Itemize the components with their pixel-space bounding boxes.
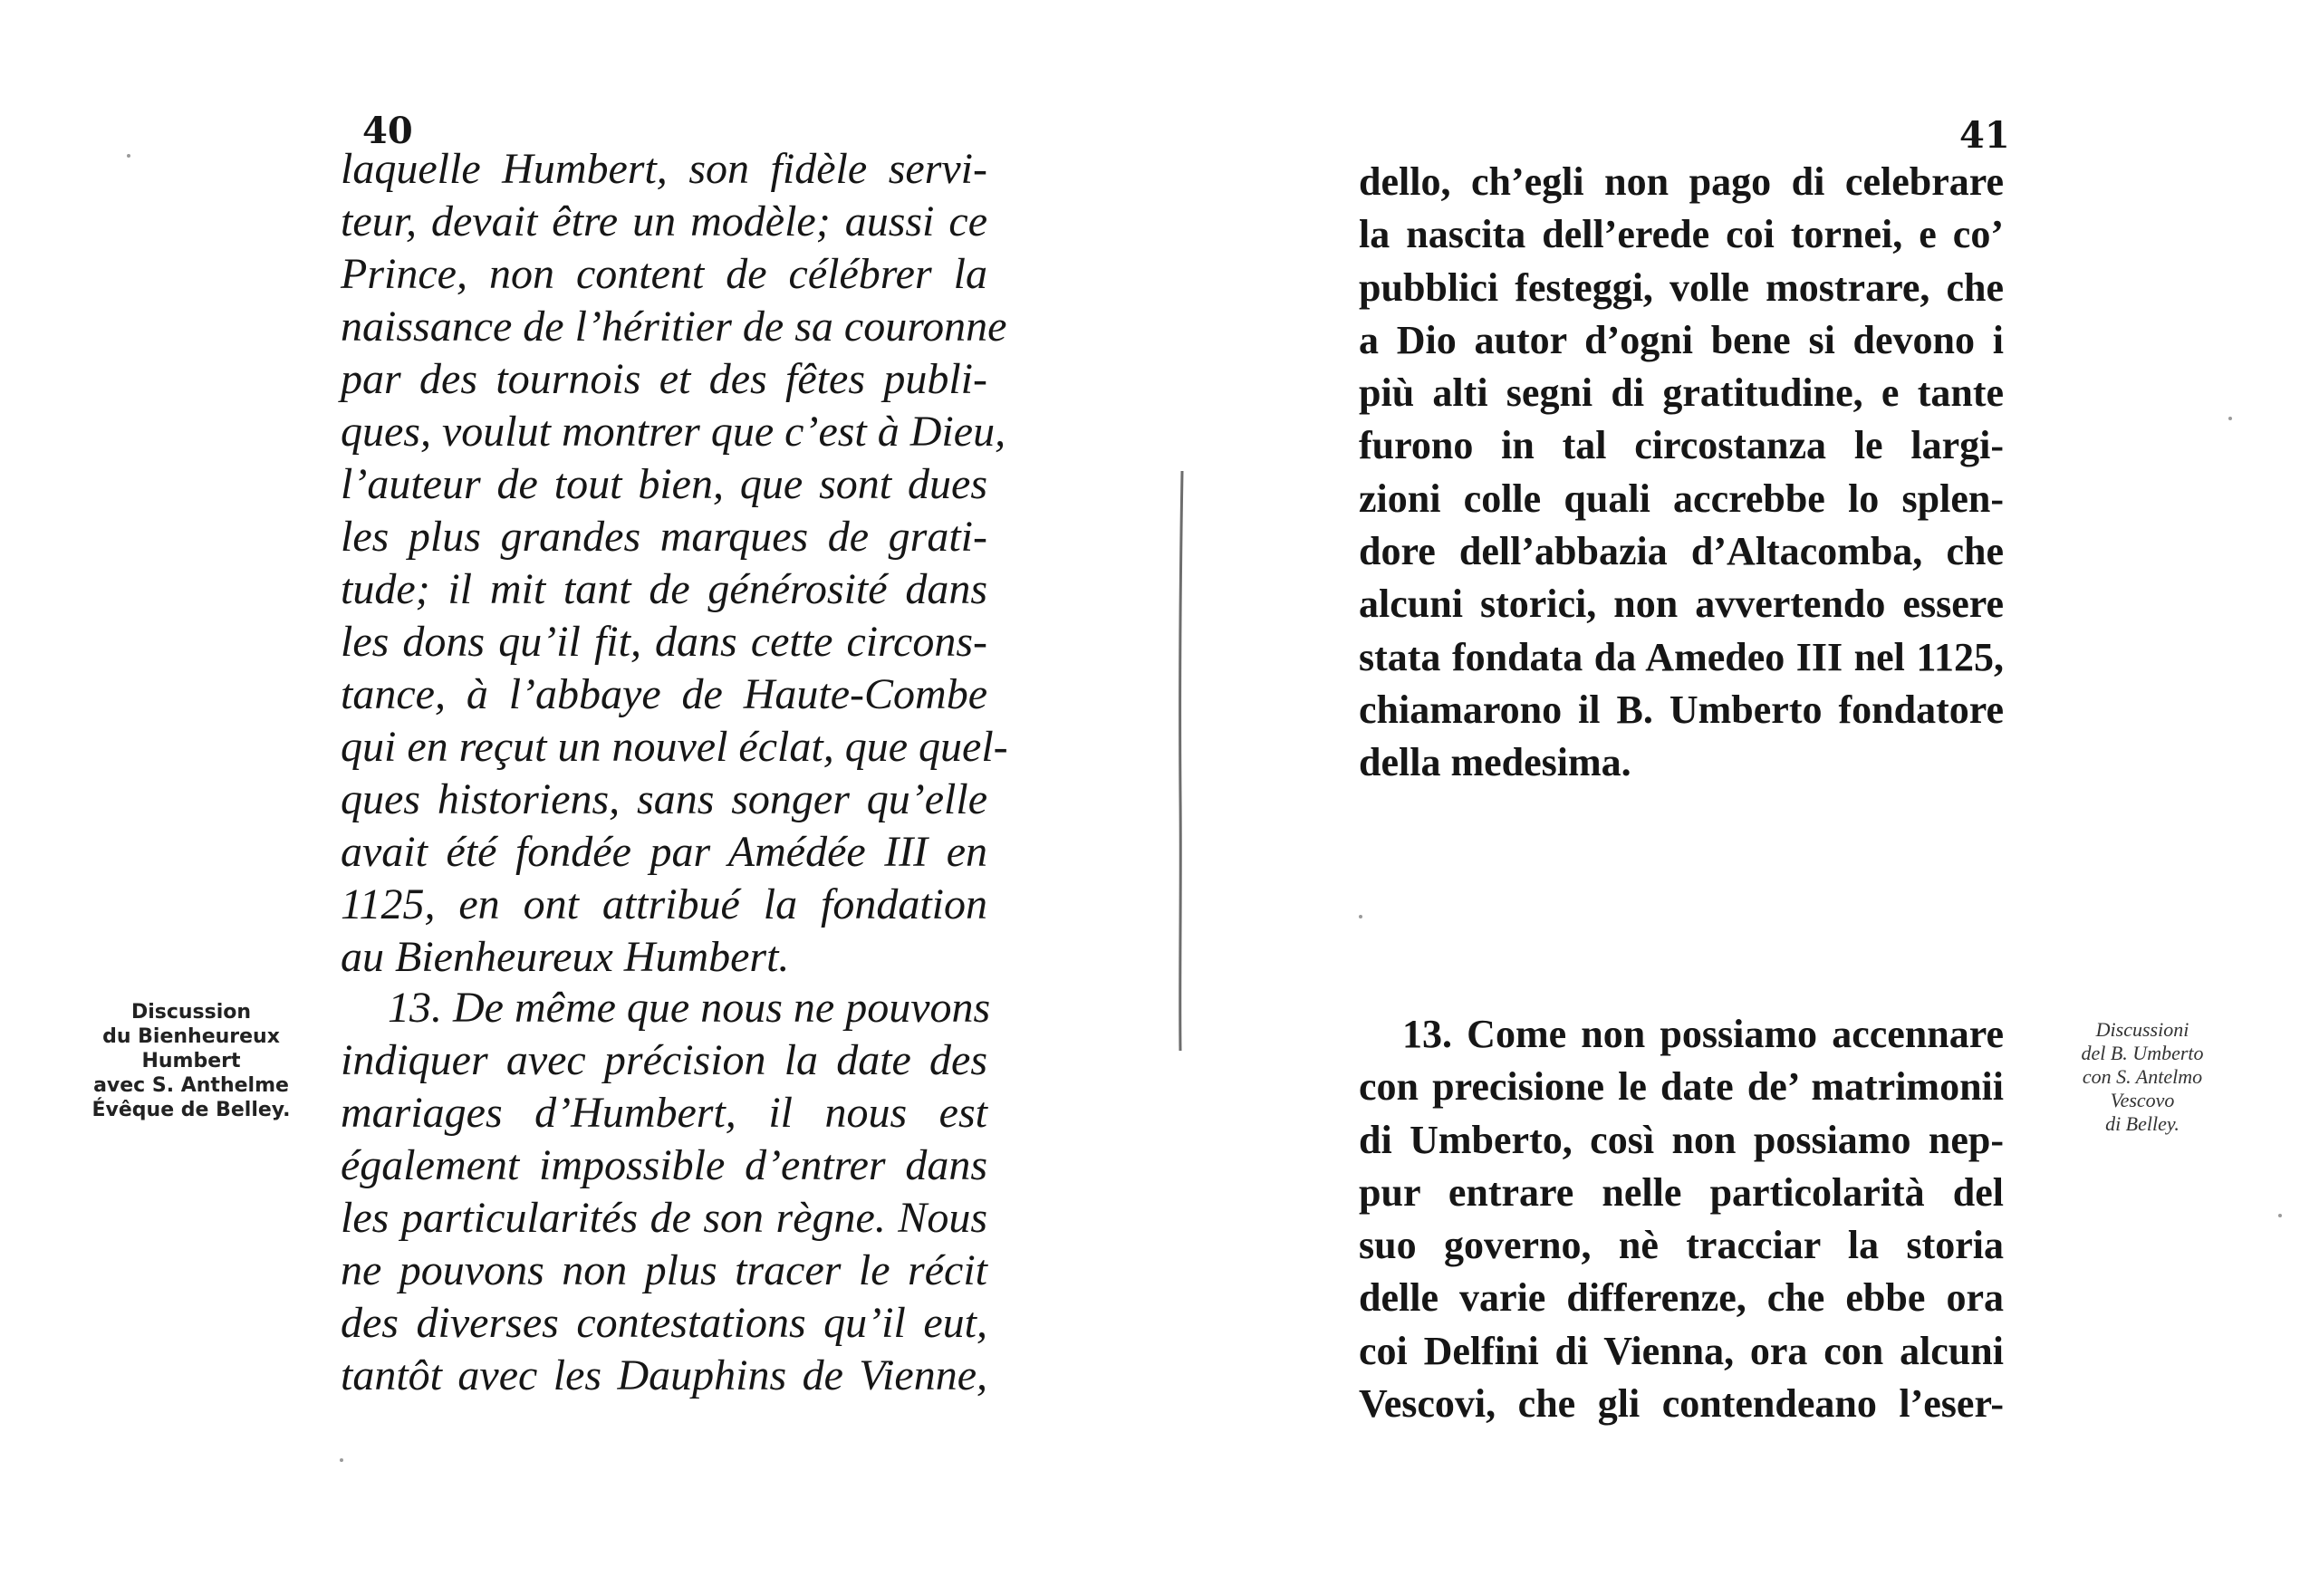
text-line: naissance de l’héritier de sa couronne bbox=[341, 303, 1007, 351]
text-line: indiquer avec précision la date des bbox=[341, 1036, 987, 1084]
text-line: 1125, en ont attribué la fondation bbox=[341, 880, 987, 928]
text-line: zioni colle quali accrebbe lo splen- bbox=[1359, 476, 2004, 521]
text-line: qui en reçut un nouvel éclat, que quel- bbox=[341, 723, 1008, 771]
text-line: furono in tal circostanza le largi- bbox=[1359, 423, 2004, 468]
margin-note-line: Évêque de Belley. bbox=[91, 1099, 291, 1121]
margin-note-line: Humbert bbox=[141, 1050, 241, 1072]
text-line: au Bienheureux Humbert. bbox=[341, 933, 790, 981]
margin-note-line: Vescovo bbox=[2110, 1089, 2175, 1111]
text-line: la nascita dell’erede coi tornei, e co’ bbox=[1359, 212, 2004, 257]
text-line: dore dell’abbazia d’Altacomba, che bbox=[1359, 529, 2004, 574]
text-line: des diverses contestations qu’il eut, bbox=[341, 1299, 987, 1347]
text-line: également impossible d’entrer dans bbox=[341, 1141, 987, 1189]
left-paragraph-1 bbox=[341, 143, 1008, 984]
text-line: della medesima. bbox=[1359, 740, 1631, 785]
right-paragraph-1 bbox=[1359, 156, 2004, 790]
gutter-shadow bbox=[1177, 471, 1186, 1051]
margin-note-line: Discussion bbox=[130, 1001, 252, 1024]
right-page-number: 41 bbox=[1959, 114, 2010, 157]
margin-note-line: di Belley. bbox=[2105, 1112, 2179, 1135]
paper-speck bbox=[127, 154, 130, 158]
paper-speck bbox=[1359, 915, 1362, 918]
text-line: par des tournois et des fêtes publi- bbox=[341, 355, 987, 403]
text-line: coi Delfini di Vienna, ora con alcuni bbox=[1359, 1328, 2004, 1373]
margin-note-line: du Bienheureux bbox=[102, 1025, 280, 1048]
text-line: l’auteur de tout bien, que sont dues bbox=[341, 460, 987, 508]
text-line: ques, voulut montrer que c’est à Dieu, bbox=[341, 408, 1006, 456]
right-margin-note bbox=[2029, 1018, 2256, 1136]
text-line: pur entrare nelle particolarità del bbox=[1359, 1169, 2004, 1215]
paper-speck bbox=[2278, 1214, 2282, 1217]
text-line: ne pouvons non plus tracer le récit bbox=[341, 1246, 987, 1294]
text-line: delle varie differenze, che ebbe ora bbox=[1359, 1275, 2004, 1321]
left-paragraph-2 bbox=[341, 982, 991, 1402]
text-line: più alti segni di gratitudine, e tante bbox=[1359, 370, 2004, 416]
text-line: con precisione le date de’ matrimonii bbox=[1359, 1064, 2004, 1110]
text-line: Prince, non content de célébrer la bbox=[341, 250, 987, 298]
text-line: Vescovi, che gli contendeano l’eser- bbox=[1359, 1381, 2004, 1427]
text-line: dello, ch’egli non pago di celebrare bbox=[1359, 159, 2004, 204]
text-line: ques historiens, sans songer qu’elle bbox=[341, 775, 987, 823]
margin-note-line: avec S. Anthelme bbox=[93, 1074, 289, 1097]
paper-speck bbox=[2228, 417, 2232, 420]
left-page-number: 40 bbox=[362, 110, 413, 152]
text-line: les plus grandes marques de grati- bbox=[341, 513, 987, 561]
margin-note-line: Discussioni bbox=[2095, 1018, 2189, 1041]
margin-note-line: del B. Umberto bbox=[2081, 1042, 2204, 1064]
text-line: tance, à l’abbaye de Haute-Combe bbox=[341, 670, 987, 718]
text-line: tantôt avec les Dauphins de Vienne, bbox=[341, 1351, 987, 1399]
left-margin-note bbox=[87, 1000, 295, 1122]
text-line: les dons qu’il fit, dans cette circons- bbox=[341, 618, 987, 666]
text-line: teur, devait être un modèle; aussi ce bbox=[341, 197, 987, 245]
text-line: chiamarono il B. Umberto fondatore bbox=[1359, 687, 2004, 732]
text-line: laquelle Humbert, son fidèle servi- bbox=[341, 145, 987, 193]
text-line: avait été fondée par Amédée III en bbox=[341, 828, 987, 876]
right-paragraph-2 bbox=[1359, 1008, 2004, 1430]
text-line: mariages d’Humbert, il nous est bbox=[341, 1089, 987, 1137]
text-line: les particularités de son règne. Nous bbox=[341, 1194, 987, 1242]
margin-note-line: con S. Antelmo bbox=[2082, 1065, 2203, 1088]
text-line: stata fondata da Amedeo III nel 1125, bbox=[1359, 634, 2004, 679]
text-line: di Umberto, così non possiamo nep- bbox=[1359, 1117, 2004, 1162]
text-line: tude; il mit tant de générosité dans bbox=[341, 565, 987, 613]
text-line: 13. De même que nous ne pouvons bbox=[388, 984, 991, 1032]
text-line: alcuni storici, non avvertendo essere bbox=[1359, 582, 2004, 627]
text-line: pubblici festeggi, volle mostrare, che bbox=[1359, 264, 2004, 310]
text-line: a Dio autor d’ogni bene si devono i bbox=[1359, 317, 2004, 362]
paper-speck bbox=[340, 1458, 343, 1462]
text-line: suo governo, nè tracciar la storia bbox=[1359, 1223, 2004, 1268]
text-line: 13. Come non possiamo accennare bbox=[1402, 1012, 2004, 1056]
